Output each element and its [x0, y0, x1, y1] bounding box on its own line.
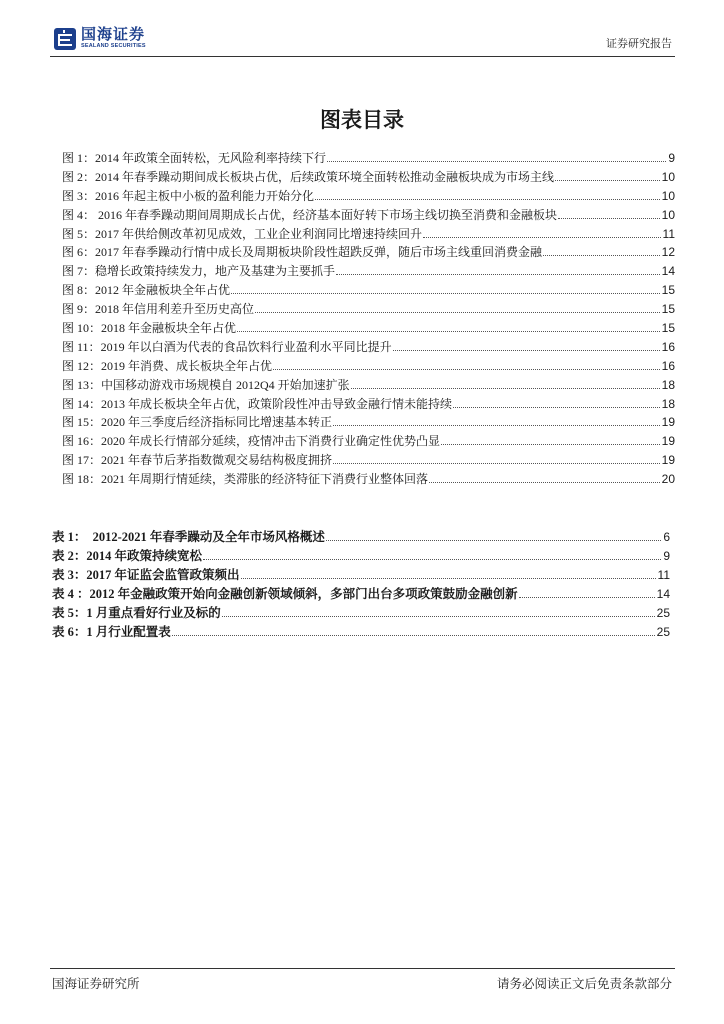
figure-page-number: 16	[661, 358, 675, 373]
company-name-en: SEALAND SECURITIES	[81, 43, 146, 49]
dot-leader	[237, 331, 660, 332]
figure-entry[interactable]	[62, 376, 675, 395]
figure-entry[interactable]	[62, 319, 675, 338]
dot-leader	[273, 369, 660, 370]
figure-title: 2016 年春季躁动期间周期成长占优，经济基本面好转下市场主线切换至消费和金融板块	[98, 207, 558, 222]
figure-entry[interactable]	[62, 432, 675, 451]
table-entry[interactable]	[52, 604, 670, 623]
dot-leader	[333, 463, 660, 464]
figure-entry[interactable]	[62, 338, 675, 357]
table-page-number: 25	[656, 606, 670, 620]
figure-page-number: 16	[661, 339, 675, 354]
figure-label: 图 10：	[62, 321, 102, 336]
figure-label: 图 6：	[62, 245, 96, 260]
table-entry[interactable]	[52, 623, 670, 642]
dot-leader	[222, 616, 655, 617]
table-title: 2012 年金融政策开始向金融创新领域倾斜，多部门出台多项政策鼓励金融创新	[89, 587, 518, 601]
figure-entry[interactable]	[62, 451, 675, 470]
table-page-number: 25	[656, 625, 670, 639]
figure-label: 图 8：	[62, 283, 96, 298]
figure-title: 2016 年起主板中小板的盈利能力开始分化	[95, 188, 315, 203]
figure-title: 2018 年金融板块全年占优	[101, 321, 237, 336]
dot-leader	[558, 218, 660, 219]
figure-entry[interactable]	[62, 470, 675, 489]
figure-page-number: 20	[661, 472, 675, 487]
figure-entry[interactable]	[62, 225, 675, 244]
figure-title: 稳增长政策持续发力，地产及基建为主要抓手	[95, 264, 336, 279]
table-list	[52, 528, 670, 642]
figure-title: 中国移动游戏市场规模自 2012Q4 开始加速扩张	[101, 377, 350, 392]
figure-page-number: 19	[661, 415, 675, 430]
figure-label: 图 7：	[62, 264, 96, 279]
footer-disclaimer-note: 请务必阅读正文后免责条款部分	[496, 977, 672, 991]
figure-label: 图 15：	[62, 415, 102, 430]
figure-entry[interactable]	[62, 243, 675, 262]
footer-institute: 国海证券研究所	[52, 977, 140, 991]
figure-title: 2018 年信用利差升至历史高位	[95, 302, 255, 317]
figure-page-number: 15	[661, 302, 675, 317]
figure-title: 2017 年春季躁动行情中成长及周期板块阶段性超跌反弹，随后市场主线重回消费金融	[95, 245, 543, 260]
company-logo-icon	[54, 28, 76, 50]
figure-page-number: 19	[661, 453, 675, 468]
table-entry[interactable]	[52, 528, 670, 547]
figure-title: 2012 年金融板块全年占优	[95, 283, 231, 298]
figure-entry[interactable]	[62, 168, 675, 187]
dot-leader	[255, 312, 660, 313]
figure-entry[interactable]	[62, 300, 675, 319]
dot-leader	[453, 407, 660, 408]
figure-title: 2013 年成长板块全年占优，政策阶段性冲击导致金融行情未能持续	[101, 396, 453, 411]
table-page-number: 9	[663, 549, 670, 563]
figure-entry[interactable]	[62, 187, 675, 206]
figure-title: 2019 年以白酒为代表的食品饮料行业盈利水平同比提升	[100, 339, 392, 354]
figure-title: 2014 年春季躁动期间成长板块占优，后续政策环境全面转松推动金融板块成为市场主线	[95, 169, 555, 184]
figure-label: 图 18：	[62, 472, 102, 487]
table-title: 1 月重点看好行业及标的	[86, 606, 221, 620]
figure-label: 图 14：	[62, 396, 102, 411]
figure-page-number: 15	[661, 321, 675, 336]
figure-label: 图 2：	[62, 169, 96, 184]
dot-leader	[429, 482, 660, 483]
figure-label: 图 4：	[62, 207, 99, 222]
figure-label: 图 5：	[62, 226, 96, 241]
company-name-cn: 国海证券	[81, 26, 146, 43]
figure-page-number: 14	[661, 264, 675, 279]
figure-entry[interactable]	[62, 149, 675, 168]
figure-title: 2020 年三季度后经济指标同比增速基本转正	[101, 415, 333, 430]
figure-page-number: 9	[668, 151, 675, 165]
dot-leader	[326, 540, 661, 541]
figure-entry[interactable]	[62, 395, 675, 414]
table-label: 表 6：	[52, 625, 87, 639]
figure-list	[62, 149, 675, 489]
company-logo	[54, 27, 146, 50]
table-title: 2017 年证监会监管政策频出	[86, 568, 240, 582]
table-entry[interactable]	[52, 585, 670, 604]
company-logo-text	[81, 27, 146, 50]
table-label: 表 3：	[52, 568, 87, 582]
dot-leader	[351, 388, 660, 389]
table-page-number: 11	[657, 568, 670, 582]
figure-page-number: 10	[661, 169, 675, 184]
figure-label: 图 17：	[62, 453, 102, 468]
table-label: 表 4 ：	[52, 587, 90, 601]
table-label: 表 1：	[52, 530, 93, 544]
figure-entry[interactable]	[62, 281, 675, 300]
dot-leader	[519, 597, 655, 598]
figure-title: 2014 年政策全面转松，无风险利率持续下行	[95, 151, 327, 165]
table-title: 2014 年政策持续宽松	[86, 549, 203, 563]
dot-leader	[333, 425, 660, 426]
dot-leader	[543, 255, 660, 256]
figure-label: 图 9：	[62, 302, 96, 317]
figure-entry[interactable]	[62, 357, 675, 376]
dot-leader	[555, 180, 660, 181]
dot-leader	[203, 559, 661, 560]
table-page-number: 14	[656, 587, 670, 601]
figure-page-number: 10	[661, 188, 675, 203]
figure-title: 2021 年周期行情延续，类滞胀的经济特征下消费行业整体回落	[101, 472, 429, 487]
table-entry[interactable]	[52, 566, 670, 585]
table-page-number: 6	[663, 530, 670, 544]
figure-page-number: 10	[661, 207, 675, 222]
figure-page-number: 12	[661, 245, 675, 260]
page-title: 图表目录	[320, 108, 404, 132]
table-title: 1 月行业配置表	[86, 625, 171, 639]
figure-label: 图 16：	[62, 434, 102, 449]
table-label: 表 2：	[52, 549, 87, 563]
footer-divider	[50, 968, 675, 969]
figure-page-number: 11	[662, 226, 675, 241]
dot-leader	[241, 578, 656, 579]
table-entry[interactable]	[52, 547, 670, 566]
figure-label: 图 3：	[62, 188, 96, 203]
figure-entry[interactable]	[62, 206, 675, 225]
figure-page-number: 18	[661, 396, 675, 411]
figure-label: 图 1：	[62, 151, 96, 165]
figure-title: 2021 年春节后茅指数微观交易结构极度拥挤	[101, 453, 333, 468]
figure-title: 2017 年供给侧改革初见成效，工业企业利润同比增速持续回升	[95, 226, 423, 241]
dot-leader	[336, 274, 660, 275]
figure-title: 2019 年消费、成长板块全年占优	[101, 358, 273, 373]
dot-leader	[423, 237, 661, 238]
dot-leader	[172, 635, 655, 636]
report-type-label: 证券研究报告	[606, 38, 672, 50]
dot-leader	[231, 293, 660, 294]
table-label: 表 5：	[52, 606, 87, 620]
dot-leader	[393, 350, 660, 351]
figure-page-number: 19	[661, 434, 675, 449]
figure-page-number: 15	[661, 283, 675, 298]
dot-leader	[327, 161, 666, 162]
header-divider	[50, 56, 675, 57]
figure-page-number: 18	[661, 377, 675, 392]
figure-entry[interactable]	[62, 262, 675, 281]
dot-leader	[315, 199, 660, 200]
table-title: 2012-2021 年春季躁动及全年市场风格概述	[92, 530, 325, 544]
figure-label: 图 13：	[62, 377, 102, 392]
figure-label: 图 12：	[62, 358, 102, 373]
figure-entry[interactable]	[62, 413, 675, 432]
dot-leader	[441, 444, 660, 445]
figure-title: 2020 年成长行情部分延续，疫情冲击下消费行业确定性优势凸显	[101, 434, 441, 449]
figure-label: 图 11：	[62, 339, 101, 354]
